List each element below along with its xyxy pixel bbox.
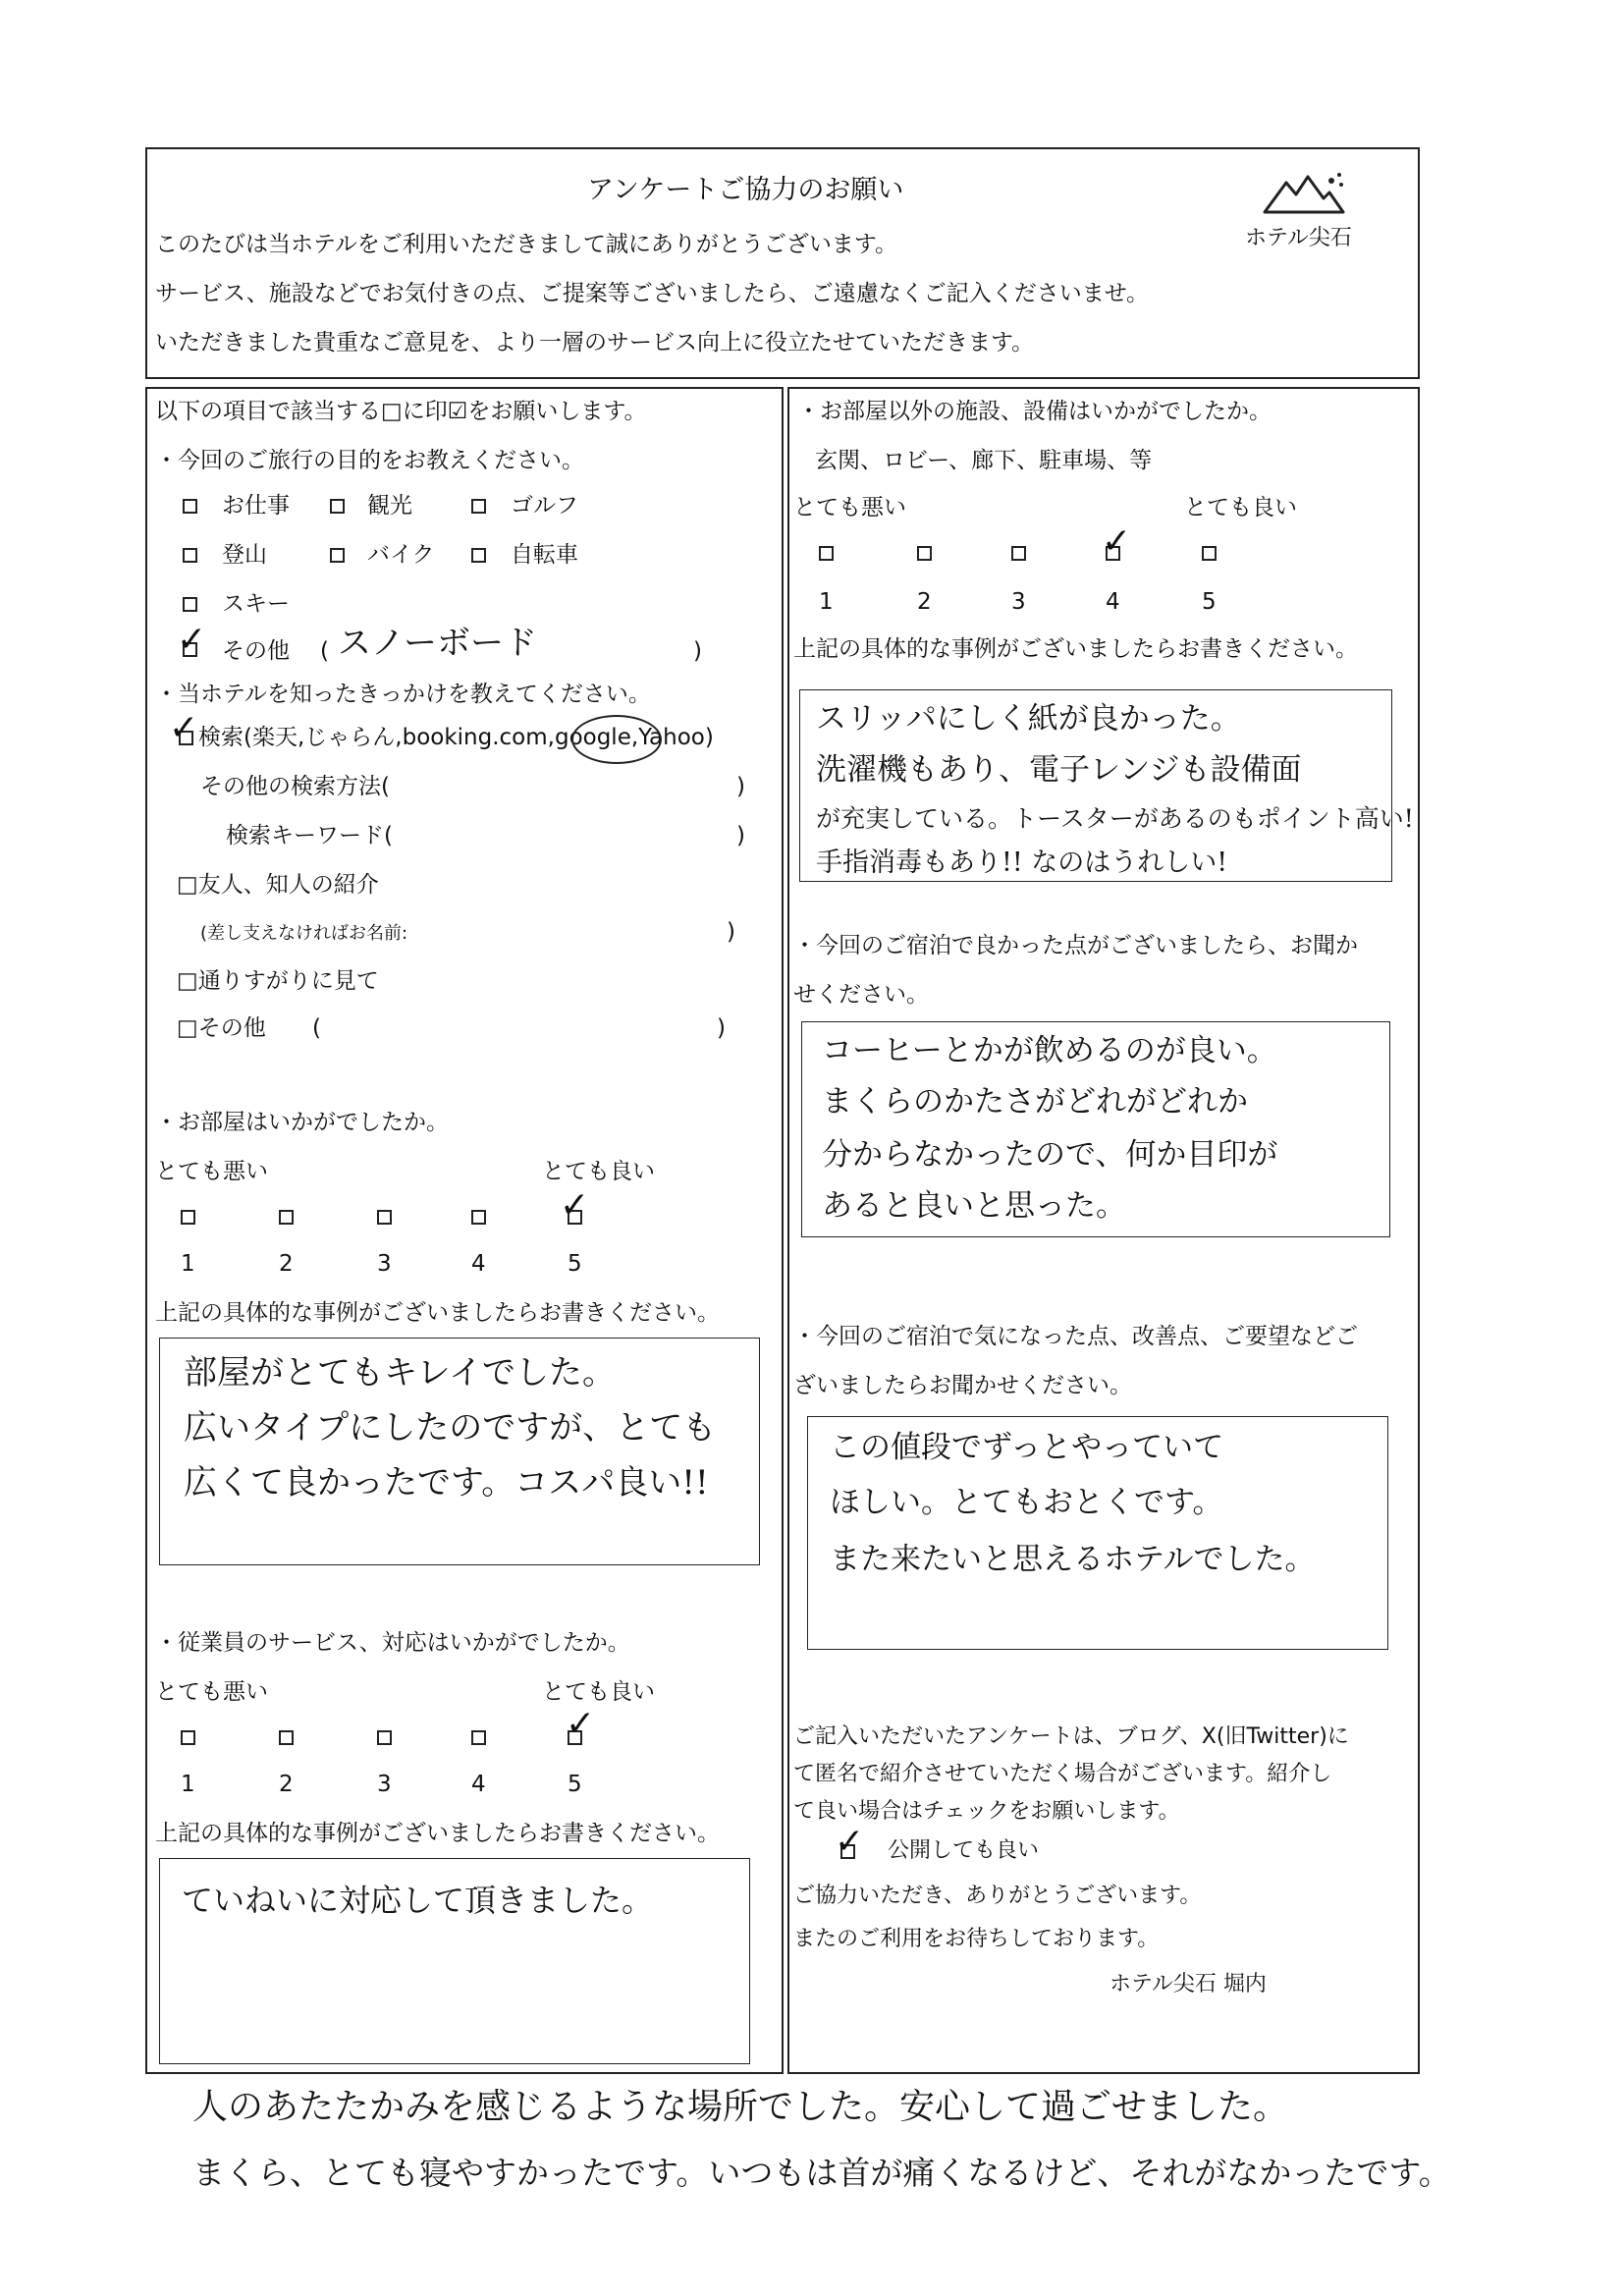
- staff-scale-2: 2: [279, 1772, 294, 1797]
- staff-scale-1: 1: [181, 1772, 195, 1797]
- improve-comment-line-3: また来たいと思えるホテルでした。: [830, 1542, 1316, 1577]
- instruction: 以下の項目で該当する□に印☑をお願いします。: [155, 399, 647, 424]
- room-rating-2[interactable]: [279, 1210, 294, 1225]
- publish-line-1: ご記入いただいたアンケートは、ブログ、X(旧Twitter)に: [793, 1724, 1349, 1749]
- checkbox-ski[interactable]: [183, 597, 197, 612]
- other-source-close: ): [717, 1015, 726, 1041]
- room-scale-1: 1: [181, 1251, 195, 1277]
- footer-line-1: 人のあたたかみを感じるような場所でした。安心して過ごせました。: [192, 2087, 1289, 2127]
- other-open-paren: (: [320, 638, 329, 664]
- header-line-1: このたびは当ホテルをご利用いただきまして誠にありがとうございます。: [155, 232, 898, 257]
- facility-comment-line-3: が充実している。トースターがあるのもポイント高い!: [816, 804, 1414, 833]
- facility-scale-2: 2: [917, 589, 932, 615]
- checkbox-golf[interactable]: [471, 499, 486, 514]
- other-search-label: その他の検索方法(: [200, 774, 390, 799]
- passing-label: □通りすがりに見て: [177, 968, 379, 994]
- staff-rating-2[interactable]: [279, 1730, 294, 1745]
- staff-scale-5: 5: [568, 1772, 582, 1797]
- facility-comment-prompt: 上記の具体的な事例がございましたらお書きください。: [793, 636, 1358, 662]
- publish-checkbox-label: 公開しても良い: [888, 1838, 1040, 1863]
- option-business: お仕事: [222, 493, 290, 519]
- check-mark-icon: ✓: [835, 1822, 865, 1862]
- staff-rating-3[interactable]: [377, 1730, 392, 1745]
- room-low-label: とても悪い: [155, 1159, 268, 1184]
- checkbox-business[interactable]: [183, 499, 197, 514]
- staff-low-label: とても悪い: [155, 1679, 268, 1705]
- friend-name-label: (差し支えなければお名前:: [200, 923, 408, 944]
- room-high-label: とても良い: [542, 1159, 655, 1184]
- facility-comment-line-1: スリッパにしく紙が良かった。: [816, 701, 1241, 737]
- good-question-line-1: ・今回のご宿泊で良かった点がございましたら、お聞か: [793, 933, 1358, 958]
- other-search-close: ): [736, 774, 745, 799]
- room-rating-4[interactable]: [471, 1210, 486, 1225]
- facility-scale-4: 4: [1106, 589, 1120, 615]
- staff-scale-4: 4: [471, 1772, 486, 1797]
- room-comment-line-2: 広いタイプにしたのですが、とても: [184, 1408, 717, 1448]
- facility-rating-3[interactable]: [1011, 546, 1026, 561]
- room-comment-line-3: 広くて良かったです。コスパ良い!!: [184, 1463, 709, 1503]
- room-comment-prompt: 上記の具体的な事例がございましたらお書きください。: [155, 1300, 720, 1326]
- room-scale-2: 2: [279, 1251, 294, 1277]
- staff-comment-box[interactable]: [159, 1858, 750, 2064]
- improve-comment-line-2: ほしい。とてもおとくです。: [830, 1485, 1223, 1520]
- room-scale-5: 5: [568, 1251, 582, 1277]
- check-mark-icon: ✓: [566, 1704, 596, 1744]
- logo-text: ホテル尖石: [1245, 226, 1352, 250]
- good-comment-line-4: あると良いと思った。: [822, 1188, 1126, 1224]
- option-golf: ゴルフ: [511, 493, 578, 519]
- other-source-label: □その他: [177, 1015, 266, 1041]
- staff-high-label: とても良い: [542, 1679, 655, 1705]
- friend-name-close: ): [727, 919, 735, 945]
- room-question: ・お部屋はいかがでしたか。: [155, 1110, 449, 1135]
- good-question-line-2: せください。: [793, 982, 929, 1008]
- facility-subtitle: 玄関、ロビー、廊下、駐車場、等: [815, 448, 1153, 473]
- other-purpose-value: スノーボード: [338, 624, 537, 663]
- checkbox-motorbike[interactable]: [330, 548, 345, 563]
- option-hiking: 登山: [222, 542, 267, 568]
- facility-comment-line-4: 手指消毒もあり!! なのはうれしい!: [816, 847, 1228, 878]
- facility-rating-2[interactable]: [917, 546, 932, 561]
- room-comment-box[interactable]: [159, 1338, 760, 1565]
- facility-question: ・お部屋以外の施設、設備はいかがでしたか。: [797, 399, 1272, 424]
- room-rating-3[interactable]: [377, 1210, 392, 1225]
- header-box: [145, 147, 1420, 379]
- publish-line-2: て匿名で紹介させていただく場合がございます。紹介し: [793, 1762, 1332, 1786]
- improve-question-line-1: ・今回のご宿泊で気になった点、改善点、ご要望などご: [793, 1324, 1358, 1349]
- other-source-open: (: [312, 1015, 321, 1041]
- right-column: [787, 387, 1420, 2074]
- facility-scale-3: 3: [1011, 589, 1026, 615]
- staff-rating-1[interactable]: [181, 1730, 195, 1745]
- google-circle: [571, 715, 662, 764]
- friend-label: □友人、知人の紹介: [177, 872, 379, 898]
- checkbox-sightseeing[interactable]: [330, 499, 345, 514]
- purpose-question: ・今回のご旅行の目的をお教えください。: [155, 448, 584, 473]
- thanks-line: ご協力いただき、ありがとうございます。: [793, 1884, 1202, 1908]
- room-rating-1[interactable]: [181, 1210, 195, 1225]
- option-bicycle: 自転車: [511, 542, 578, 568]
- signature: ホテル尖石 堀内: [1110, 1972, 1267, 1996]
- facility-comment-box[interactable]: [799, 689, 1414, 882]
- option-other: その他: [222, 638, 290, 664]
- staff-comment-prompt: 上記の具体的な事例がございましたらお書きください。: [155, 1821, 720, 1846]
- survey-title: アンケートご協力のお願い: [587, 175, 904, 205]
- header-line-3: いただきました貴重なご意見を、より一層のサービス向上に役立たせていただきます。: [155, 330, 1035, 355]
- option-sightseeing: 観光: [367, 493, 412, 519]
- wait-line: またのご利用をお待ちしております。: [793, 1927, 1160, 1951]
- good-comment-line-1: コーヒーとかが飲めるのが良い。: [822, 1033, 1277, 1068]
- room-comment-line-1: 部屋がとてもキレイでした。: [184, 1353, 616, 1393]
- improve-comment-line-1: この値段でずっとやっていて: [830, 1430, 1224, 1465]
- facility-high-label: とても良い: [1184, 495, 1297, 520]
- option-ski: スキー: [222, 591, 290, 617]
- option-motorbike: バイク: [367, 542, 435, 568]
- other-close-paren: ): [693, 638, 702, 664]
- staff-question: ・従業員のサービス、対応はいかがでしたか。: [155, 1630, 630, 1656]
- good-comment-box[interactable]: [801, 1021, 1390, 1237]
- facility-rating-5[interactable]: [1202, 546, 1217, 561]
- good-comment-line-3: 分からなかったので、何か目印が: [822, 1137, 1278, 1173]
- keyword-close: ): [736, 823, 745, 848]
- check-mark-icon: ✓: [169, 708, 199, 748]
- header-line-2: サービス、施設などでお気付きの点、ご提案等ございましたら、ご遠慮なくご記入くださいませ。: [155, 281, 1149, 306]
- source-question: ・当ホテルを知ったきっかけを教えてください。: [155, 682, 651, 707]
- facility-scale-1: 1: [819, 589, 834, 615]
- checkbox-bicycle[interactable]: [471, 548, 486, 563]
- improve-question-line-2: ざいましたらお聞かせください。: [793, 1373, 1132, 1398]
- search-label: 検索(楽天,じゃらん,booking.com,google,Yahoo): [198, 725, 714, 750]
- staff-comment-line-1: ていねいに対応して頂きました。: [182, 1882, 654, 1919]
- room-scale-4: 4: [471, 1251, 486, 1277]
- good-comment-line-2: まくらのかたさがどれがどれか: [822, 1084, 1248, 1120]
- room-scale-3: 3: [377, 1251, 392, 1277]
- check-mark-icon: ✓: [560, 1185, 590, 1226]
- facility-scale-5: 5: [1202, 589, 1217, 615]
- improve-comment-box[interactable]: [807, 1416, 1388, 1650]
- facility-rating-1[interactable]: [819, 546, 834, 561]
- left-column: [145, 387, 784, 2074]
- facility-low-label: とても悪い: [793, 495, 906, 520]
- facility-comment-line-2: 洗濯機もあり、電子レンジも設備面: [816, 752, 1302, 788]
- keyword-label: 検索キーワード(: [226, 823, 393, 848]
- staff-rating-4[interactable]: [471, 1730, 486, 1745]
- check-mark-icon: ✓: [1102, 521, 1132, 562]
- footer-line-2: まくら、とても寝やすかったです。いつもは首が痛くなるけど、それがなかったです。: [192, 2154, 1451, 2192]
- checkbox-hiking[interactable]: [183, 548, 197, 563]
- publish-line-3: て良い場合はチェックをお願いします。: [793, 1799, 1180, 1824]
- staff-scale-3: 3: [377, 1772, 392, 1797]
- mountain-icon: [1261, 169, 1347, 218]
- check-mark-icon: ✓: [177, 620, 207, 660]
